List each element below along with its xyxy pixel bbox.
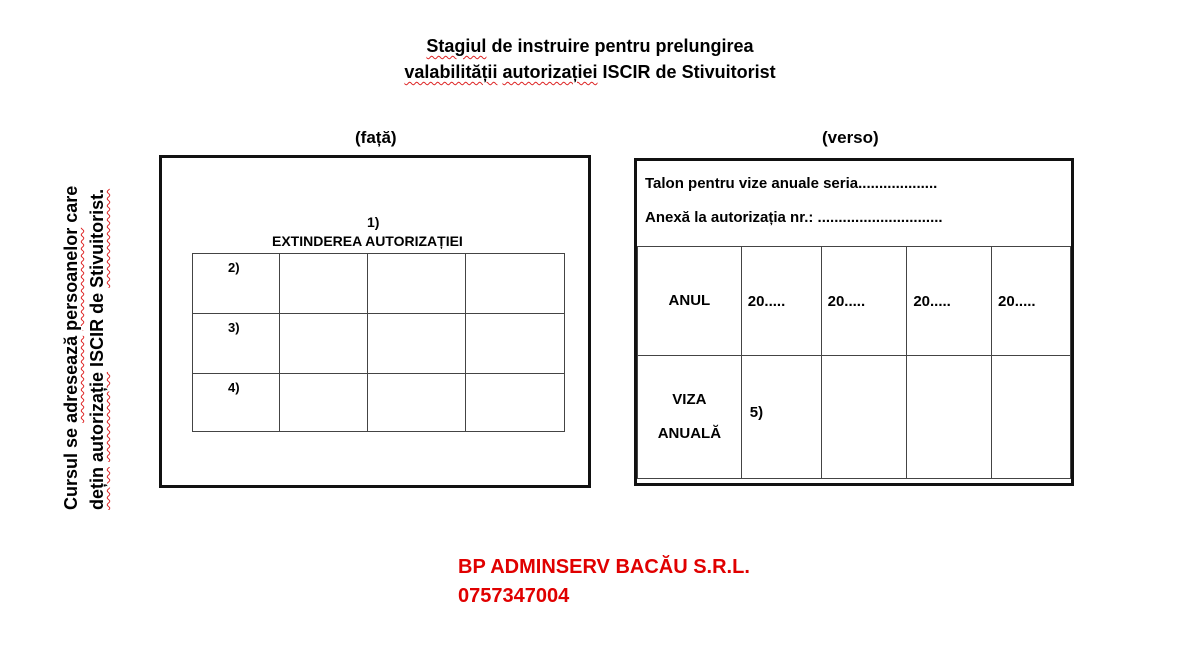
document-title bbox=[340, 33, 840, 85]
grid-cell bbox=[368, 314, 466, 374]
side-word: care bbox=[61, 185, 81, 223]
visa-cell bbox=[907, 356, 992, 479]
grid-cell bbox=[368, 254, 466, 314]
title-word: instruire bbox=[517, 36, 590, 56]
title-word: ISCIR bbox=[602, 62, 651, 82]
grid-cell bbox=[466, 254, 565, 314]
title-word: Stivuitorist bbox=[681, 62, 776, 82]
year-label: ANUL bbox=[638, 247, 742, 356]
side-note-line-1 bbox=[58, 130, 84, 510]
side-word: dețin bbox=[87, 467, 107, 510]
title-word: pentru bbox=[594, 36, 651, 56]
title-word: prelungirea bbox=[655, 36, 754, 56]
title-word: autorizației bbox=[502, 62, 598, 82]
title-word: de bbox=[655, 62, 677, 82]
company-name: BP ADMINSERV BACĂU S.R.L. bbox=[458, 556, 750, 578]
row-label: 4) bbox=[193, 374, 280, 432]
grid-cell bbox=[368, 374, 466, 432]
side-word: autorizație bbox=[87, 371, 107, 462]
side-word: se bbox=[61, 427, 81, 448]
year-cell: 20..... bbox=[907, 247, 992, 356]
visa-label-line-2: ANUALĂ bbox=[657, 425, 722, 442]
side-note bbox=[58, 130, 110, 510]
title-line-2 bbox=[340, 59, 840, 85]
title-word: Stagiul bbox=[426, 36, 487, 56]
visa-marker: 5) bbox=[741, 356, 821, 479]
visa-cell bbox=[821, 356, 907, 479]
front-caption: (față) bbox=[355, 128, 397, 147]
side-word: de bbox=[87, 292, 107, 314]
grid-cell bbox=[280, 374, 368, 432]
title-line-1 bbox=[340, 33, 840, 59]
company-info bbox=[458, 553, 750, 611]
talon-series-line: Talon pentru vize anuale seria................... bbox=[645, 175, 938, 192]
side-word: ISCIR bbox=[87, 318, 107, 367]
card-back bbox=[634, 158, 1074, 486]
front-marker: 1) bbox=[367, 214, 380, 230]
side-word: Stivuitorist. bbox=[87, 188, 107, 288]
title-word: de bbox=[491, 36, 513, 56]
table-row bbox=[193, 374, 565, 432]
title-word: valabilității bbox=[404, 62, 498, 82]
year-cell: 20..... bbox=[992, 247, 1071, 356]
table-row bbox=[638, 247, 1071, 356]
grid-cell bbox=[466, 314, 565, 374]
row-label: 2) bbox=[193, 254, 280, 314]
front-heading: EXTINDEREA AUTORIZAȚIEI bbox=[272, 233, 463, 249]
annex-authorization-line: Anexă la autorizația nr.: .............................. bbox=[645, 209, 943, 226]
visa-label-line-1: VIZA bbox=[672, 391, 707, 408]
table-row bbox=[193, 254, 565, 314]
grid-cell bbox=[466, 374, 565, 432]
table-row bbox=[638, 356, 1071, 479]
row-label: 3) bbox=[193, 314, 280, 374]
card-front bbox=[159, 155, 591, 488]
company-phone: 0757347004 bbox=[458, 585, 570, 607]
year-cell: 20..... bbox=[741, 247, 821, 356]
side-word: adresează bbox=[61, 335, 81, 423]
extension-grid bbox=[192, 253, 565, 432]
side-word: persoanelor bbox=[61, 227, 81, 331]
visa-label bbox=[638, 356, 742, 479]
table-row bbox=[193, 314, 565, 374]
visa-table bbox=[637, 246, 1071, 479]
year-cell: 20..... bbox=[821, 247, 907, 356]
side-note-line-2 bbox=[84, 130, 110, 510]
grid-cell bbox=[280, 254, 368, 314]
back-caption: (verso) bbox=[822, 128, 879, 147]
side-word: Cursul bbox=[61, 452, 81, 510]
grid-cell bbox=[280, 314, 368, 374]
visa-cell bbox=[992, 356, 1071, 479]
